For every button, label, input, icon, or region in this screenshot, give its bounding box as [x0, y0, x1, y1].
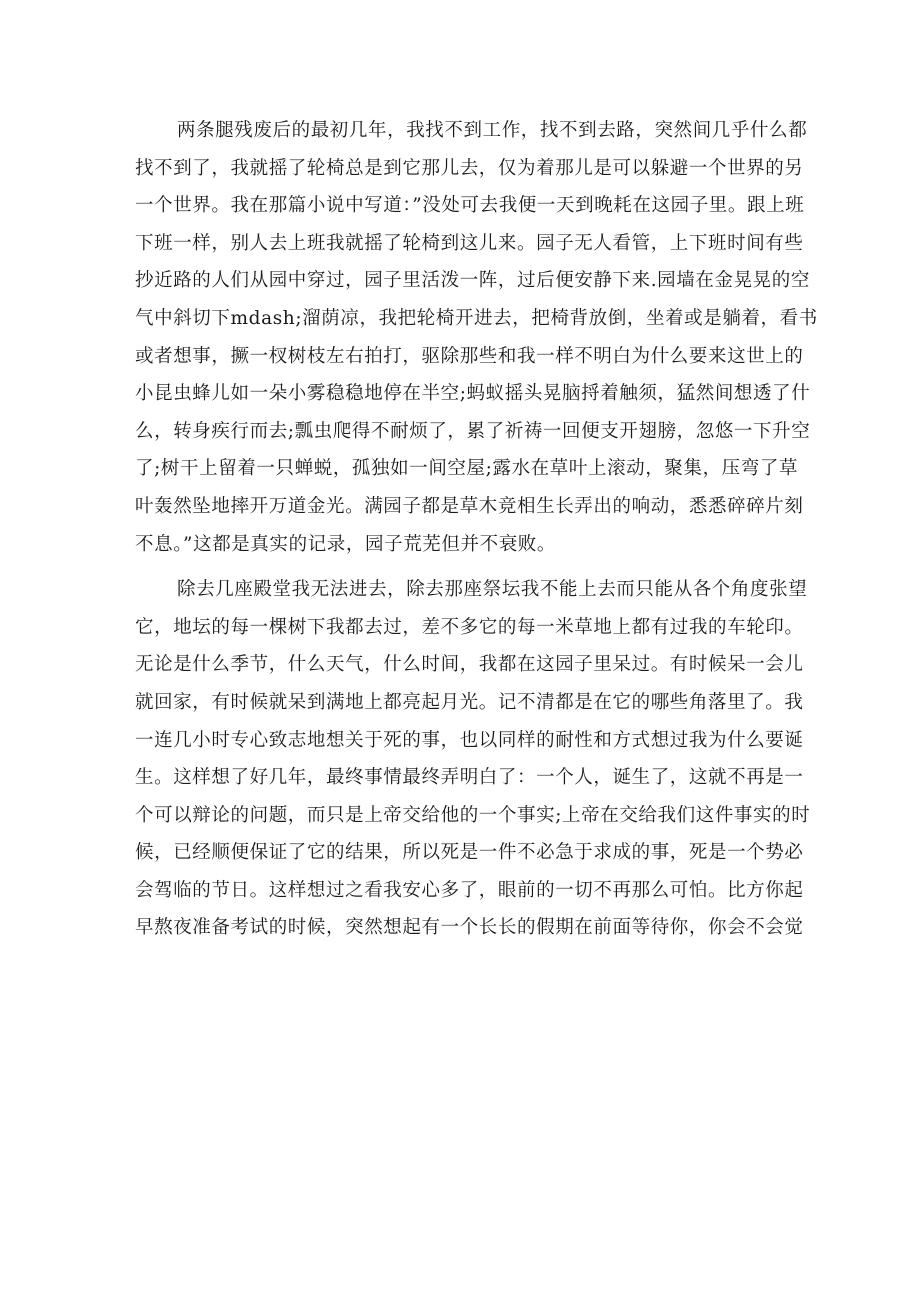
- text-line: 气中斜切下mdash;溜荫凉，我把轮椅开进去，把椅背放倒，坐着或是躺着，看书: [135, 307, 818, 329]
- text-line: 不息。”这都是真实的记录，园子荒芜但并不衰败。: [135, 533, 557, 555]
- text-line: 两条腿残废后的最初几年，我找不到工作，找不到去路，突然间几乎什么都: [177, 120, 808, 141]
- text-line: 早熬夜准备考试的时候，突然想起有一个长长的假期在前面等待你，你会不会觉: [135, 917, 804, 939]
- text-line: 候，已经顺便保证了它的结果，所以死是一件不必急于求成的事，死是一个势必: [135, 842, 804, 864]
- text-line: 它，地坛的每一棵树下我都去过，差不多它的每一米草地上都有过我的车轮印。: [135, 616, 804, 638]
- document-body: [135, 112, 818, 947]
- text-line: 找不到了，我就摇了轮椅总是到它那儿去，仅为着那儿是可以躲避一个世界的另: [135, 157, 804, 179]
- paragraph-spacer: [135, 563, 795, 571]
- text-line: 个可以辩论的问题，而只是上帝交给他的一个事实;上帝在交给我们这件事实的时: [135, 804, 811, 826]
- paragraph-1: [135, 112, 818, 563]
- text-line: 就回家，有时候就呆到满地上都亮起月光。记不清都是在它的哪些角落里了。我: [135, 691, 804, 713]
- paragraph-2: [135, 571, 811, 947]
- text-line: 一个世界。我在那篇小说中写道：”没处可去我便一天到晚耗在这园子里。跟上班: [135, 195, 805, 217]
- text-line: 下班一样，别人去上班我就摇了轮椅到这儿来。园子无人看管，上下班时间有些: [135, 232, 804, 254]
- text-line: 抄近路的人们从园中穿过，园子里活泼一阵，过后便安静下来.园墙在金晃晃的空: [135, 270, 810, 292]
- text-line: 会驾临的节日。这样想过之看我安心多了，眼前的一切不再那么可怕。比方你起: [135, 879, 804, 901]
- text-line: 么，转身疾行而去;瓢虫爬得不耐烦了，累了祈祷一回便支开翅膀，忽悠一下升空: [135, 420, 811, 442]
- text-line: 或者想事，撅一杈树枝左右拍打，驱除那些和我一样不明白为什么要来这世上的: [135, 345, 804, 367]
- text-line: 小昆虫蜂儿如一朵小雾稳稳地停在半空;蚂蚁摇头晃脑捋着触须，猛然间想透了什: [135, 383, 811, 405]
- text-line: 除去几座殿堂我无法进去，除去那座祭坛我不能上去而只能从各个角度张望: [177, 579, 808, 601]
- text-line: 无论是什么季节，什么天气，什么时间，我都在这园子里呆过。有时候呆一会儿: [135, 654, 804, 676]
- text-line: 了;树干上留着一只蝉蜕，孤独如一间空屋;露水在草叶上滚动，聚集，压弯了草: [135, 458, 799, 480]
- text-line: 叶轰然坠地摔开万道金光。满园子都是草木竞相生长弄出的响动，悉悉碎碎片刻: [135, 495, 804, 517]
- text-line: 一连几小时专心致志地想关于死的事，也以同样的耐性和方式想过我为什么要诞: [135, 729, 804, 751]
- text-line: 生。这样想了好几年，最终事情最终弄明白了：一个人，诞生了，这就不再是一: [135, 767, 804, 789]
